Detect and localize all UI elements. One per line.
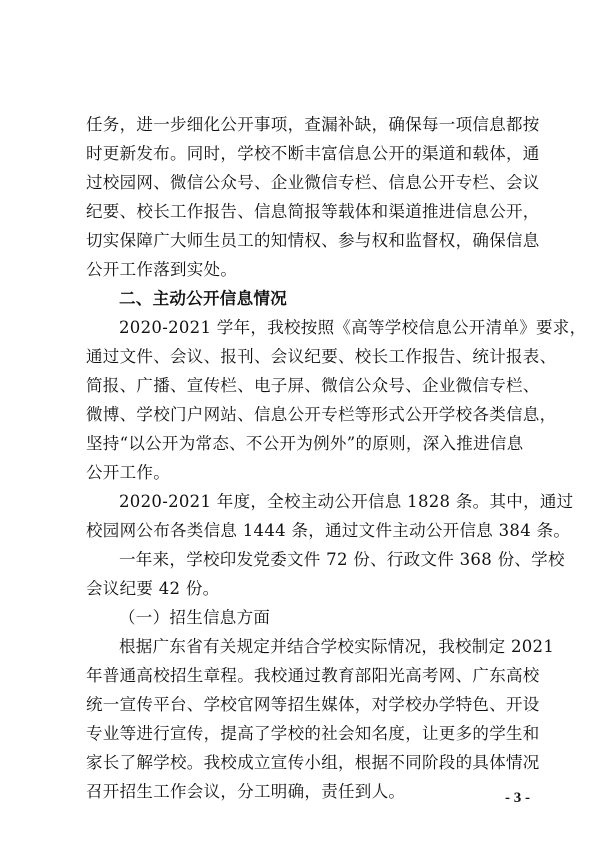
section-heading: 二、主动公开信息情况 xyxy=(119,289,287,308)
text-line: 一年来，学校印发党委文件 72 份、行政文件 368 份、学校 xyxy=(119,550,565,569)
text-line: 过校园网、微信公众号、企业微信专栏、信息公开专栏、会议 xyxy=(86,173,540,192)
document-body xyxy=(86,110,587,806)
text-line: 纪要、校长工作报告、信息简报等载体和渠道推进信息公开， xyxy=(86,202,540,221)
text-line: 公开工作落到实处。 xyxy=(86,260,238,279)
text-line: 专业等进行宣传，提高了学校的社会知名度，让更多的学生和 xyxy=(86,724,540,743)
text-line: 时更新发布。同时，学校不断丰富信息公开的渠道和载体，通 xyxy=(86,144,540,163)
text-line: 切实保障广大师生员工的知情权、参与权和监督权，确保信息 xyxy=(86,231,540,250)
text-line: 微博、学校门户网站、信息公开专栏等形式公开学校各类信息， xyxy=(86,405,557,424)
text-line: 简报、广播、宣传栏、电子屏、微信公众号、企业微信专栏、 xyxy=(86,376,540,395)
text-line: 年普通高校招生章程。我校通过教育部阳光高考网、广东高校 xyxy=(86,666,540,685)
text-line: 2020-2021 学年，我校按照《高等学校信息公开清单》要求， xyxy=(119,318,587,337)
page-number: - 3 - xyxy=(505,790,530,806)
text-line: 公开工作。 xyxy=(86,463,170,482)
text-line: 通过文件、会议、报刊、会议纪要、校长工作报告、统计报表、 xyxy=(86,347,557,366)
text-line: （一）招生信息方面 xyxy=(119,608,271,627)
text-line: 2020-2021 年度，全校主动公开信息 1828 条。其中，通过 xyxy=(119,492,574,511)
text-line: 任务，进一步细化公开事项，查漏补缺，确保每一项信息都按 xyxy=(86,115,540,134)
text-line: 会议纪要 42 份。 xyxy=(86,579,220,598)
text-line: 家长了解学校。我校成立宣传小组，根据不同阶段的具体情况 xyxy=(86,753,540,772)
text-line: 校园网公布各类信息 1444 条，通过文件主动公开信息 384 条。 xyxy=(86,521,571,540)
text-line: 统一宣传平台、学校官网等招生媒体，对学校办学特色、开设 xyxy=(86,695,540,714)
text-line: 召开招生工作会议，分工明确，责任到人。 xyxy=(86,782,406,801)
text-line: 坚持“以公开为常态、不公开为例外”的原则，深入推进信息 xyxy=(86,434,524,453)
text-line: 根据广东省有关规定并结合学校实际情况，我校制定 2021 xyxy=(119,637,555,656)
